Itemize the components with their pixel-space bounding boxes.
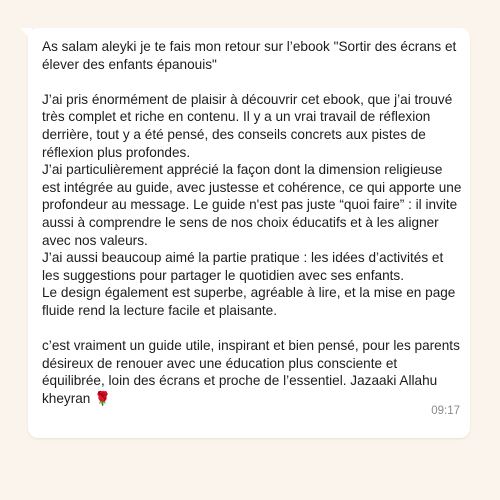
paragraph-gap	[42, 73, 462, 91]
message-text	[42, 38, 462, 407]
message-paragraph-4: Le design également est superbe, agréable à lire, et la mise en page fluide rend la lecture facile et plaisante.	[42, 285, 456, 318]
message-paragraph-1: J’ai pris énormément de plaisir à découvrir cet ebook, que j’ai trouvé très complet et riche en contenu. Il y a un vrai travail de réflexion derrière, tout y a été pensé, des conseils concrets aux pistes de réflexion plus profondes.	[42, 91, 453, 160]
message-paragraph-2: J’ai particulièrement apprécié la façon dont la dimension religieuse est intégrée au guide, avec justesse et cohérence, ce qui apporte une profondeur au message. Le guide n'est pas juste “quoi faire” : il invite aussi à comprendre le sens de nos choix éducatifs et à les aligner avec nos valeurs.	[42, 162, 462, 248]
message-timestamp: 09:17	[431, 405, 460, 417]
message-paragraph-3: J’ai aussi beaucoup aimé la partie pratique : les idées d’activités et les suggestions pour partager le quotidien avec ses enfants.	[42, 250, 444, 283]
paragraph-gap	[42, 320, 462, 338]
message-closing: c’est vraiment un guide utile, inspirant et bien pensé, pour les parents désireux de renouer avec une éducation plus consciente et équilibrée, loin des écrans et proche de l’essentiel. Jazaaki Allahu kheyran 🌹	[42, 338, 460, 406]
message-intro: As salam aleyki je te fais mon retour sur l’ebook "Sortir des écrans et élever des enfants épanouis"	[42, 39, 457, 72]
